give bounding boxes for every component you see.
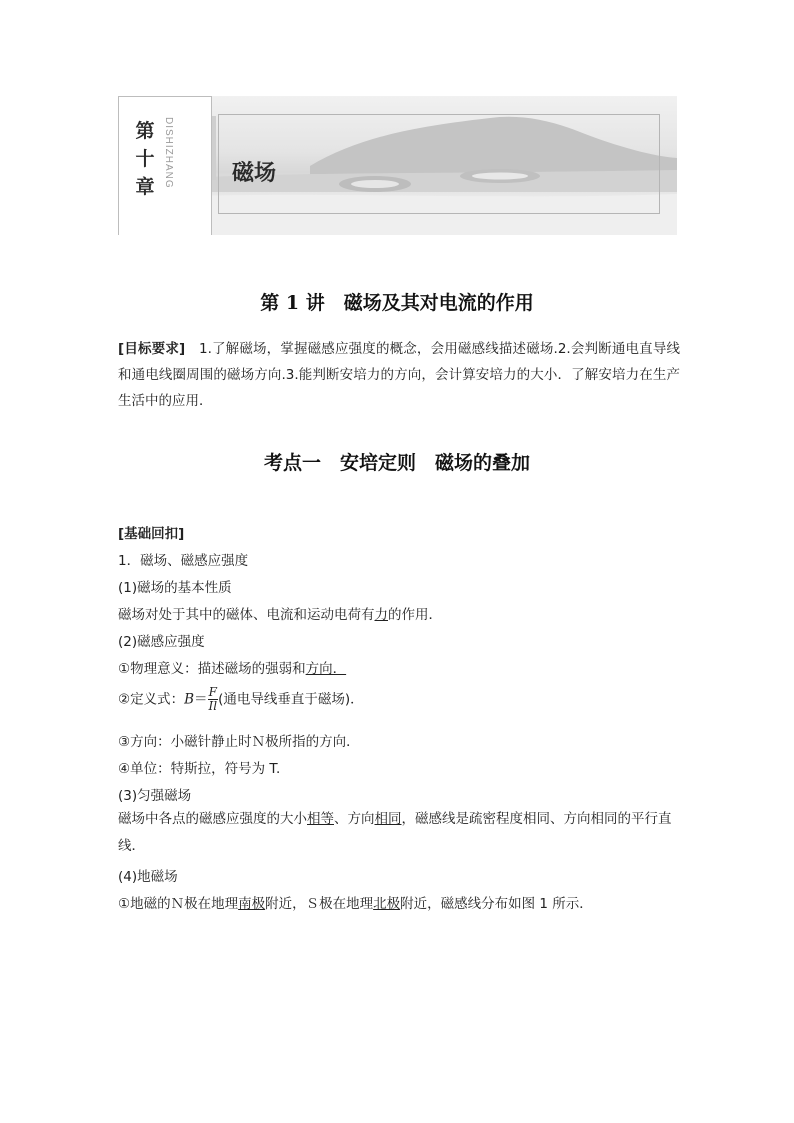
sub-heading-4: (4)地磁场 bbox=[118, 869, 178, 885]
text-segment: ②定义式： bbox=[118, 691, 185, 708]
sub-heading-3: (3)匀强磁场 bbox=[118, 788, 192, 804]
chapter-label-box bbox=[118, 96, 212, 235]
formula-equals: ＝ bbox=[194, 691, 208, 708]
text-segment: ①地磁的Ｎ极在地理 bbox=[118, 896, 239, 912]
answer-blank: 北极 bbox=[373, 896, 401, 912]
item-heading: 1．磁场、磁感应强度 bbox=[118, 553, 249, 569]
uniform-field-paragraph bbox=[118, 806, 680, 860]
definition-formula bbox=[118, 686, 364, 713]
section-title: 考点一 安培定则 磁场的叠加 bbox=[263, 452, 530, 474]
paragraph-magnetic-property bbox=[118, 603, 442, 623]
physical-meaning bbox=[118, 657, 346, 677]
sub-heading-2: (2)磁感应强度 bbox=[118, 634, 205, 650]
chapter-banner bbox=[118, 96, 677, 235]
answer-blank: 相等 bbox=[307, 811, 334, 827]
answer-blank: 南极 bbox=[238, 896, 266, 912]
text-segment: 磁场对处于其中的磁体、电流和运动电荷有 bbox=[118, 607, 375, 623]
text-segment: 附近，磁感线分布如图 1 所示． bbox=[400, 896, 593, 912]
fraction-denominator: Il bbox=[208, 699, 218, 713]
basics-tag: [基础回扣] bbox=[118, 526, 185, 542]
fraction-numerator: F bbox=[208, 685, 217, 699]
answer-blank: 相同 bbox=[374, 811, 402, 827]
text-segment: ①物理意义：描述磁场的强弱和 bbox=[118, 661, 306, 677]
text-segment: 磁场中各点的磁感应强度的大小 bbox=[118, 811, 307, 827]
text-segment: 的作用． bbox=[388, 607, 442, 623]
sub-heading-1: (1)磁场的基本性质 bbox=[118, 580, 232, 596]
unit-line: ④单位：特斯拉，符号为 T. bbox=[118, 761, 281, 777]
text-segment: 附近，Ｓ极在地理 bbox=[265, 896, 374, 912]
objectives-tag: [目标要求] bbox=[118, 341, 186, 357]
chapter-name: 磁场 bbox=[232, 161, 277, 186]
banner-frame bbox=[218, 114, 660, 214]
text-segment: (通电导线垂直于磁场)． bbox=[218, 691, 364, 708]
text-segment: 、方向 bbox=[334, 811, 375, 827]
objectives-paragraph bbox=[118, 336, 680, 414]
answer-blank: 力 bbox=[374, 607, 388, 623]
text-segment: ，磁感线是疏密程度相同、方向相同的平行直线． bbox=[118, 811, 672, 854]
answer-blank: 方向． bbox=[305, 661, 347, 677]
objectives-text: 1.了解磁场，掌握磁感应强度的概念，会用磁感线描述磁场.2.会判断通电直导线和通电线圈周围的磁场方向.3.能判断安培力的方向，会计算安培力的大小．了解安培力在生产生活中的应用． bbox=[118, 341, 680, 409]
formula-fraction bbox=[208, 686, 219, 713]
formula-symbol: B bbox=[184, 691, 195, 708]
direction-line: ③方向：小磁针静止时Ｎ极所指的方向． bbox=[118, 734, 360, 750]
chapter-pinyin: DISHIZHANG bbox=[163, 117, 174, 189]
lecture-title: 第 1 讲 磁场及其对电流的作用 bbox=[260, 292, 534, 314]
geomagnetic-line bbox=[118, 892, 593, 912]
chapter-label: 第十章 bbox=[135, 120, 155, 198]
